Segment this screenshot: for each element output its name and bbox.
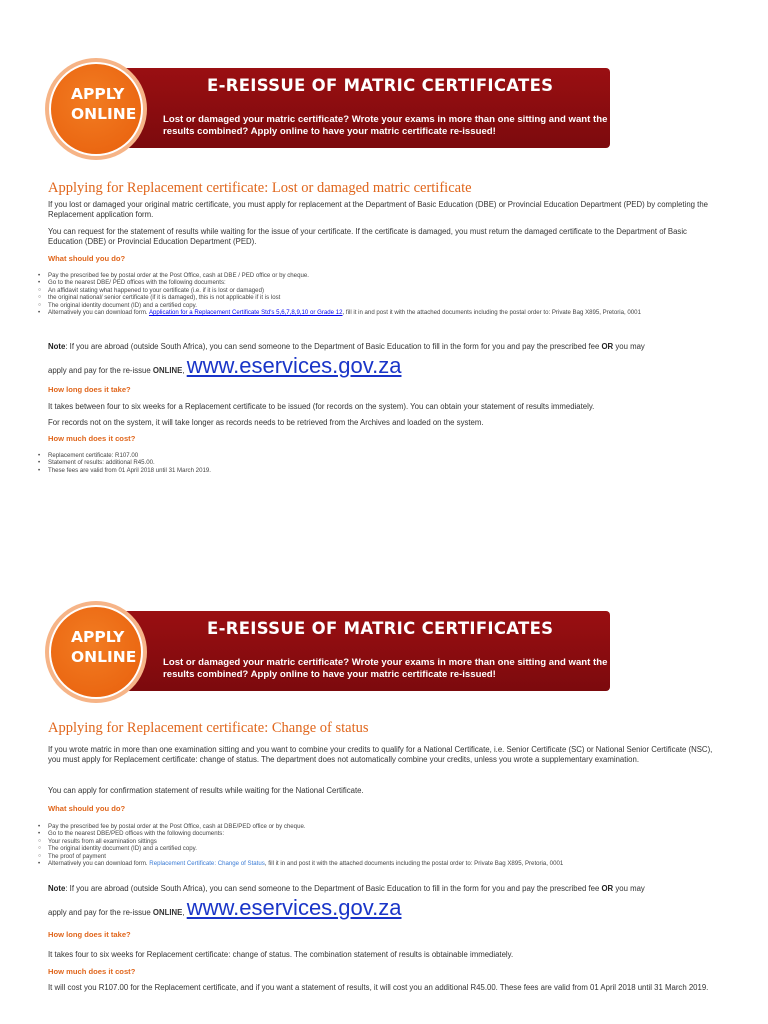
banner-title: E-REISSUE OF MATRIC CERTIFICATES: [207, 76, 554, 95]
note: [48, 884, 728, 894]
note: [48, 342, 728, 352]
cost-heading: How much does it cost?: [48, 434, 136, 443]
apply-text: APPLY: [71, 628, 125, 646]
apply-text: apply and pay for the re-issue: [48, 908, 151, 917]
paragraph: You can apply for confirmation statement of results while waiting for the National Certificate.: [48, 786, 364, 795]
eservices-link[interactable]: www.eservices.gov.za: [186, 895, 402, 920]
list-item: ○ Your results from all examination sittings: [38, 838, 728, 845]
paragraph: If you wrote matric in more than one examination sitting and you want to combine your credits to qualify for a National Certificate, i.e. Senior Certificate (SC) or National Senior Certificate (NSC), you must apply for Replacement certificate: change of status. The department does not automatically combine your credits, unless you wrote a supplementary examination.: [48, 745, 713, 764]
list-item: • Go to the nearest DBE/PED offices with the following documents:: [38, 830, 728, 837]
list-item: • Pay the prescribed fee by postal order at the Post Office, cash at DBE/PED office or by cheque.: [38, 823, 728, 830]
apply-line: apply and pay for the re-issue ONLINE, www.eservices.gov.za: [48, 895, 402, 920]
section-heading: Applying for Replacement certificate: Change of status: [48, 720, 369, 736]
what-heading: What should you do?: [48, 804, 126, 813]
list-item: • Statement of results: additional R45.00.: [38, 459, 728, 466]
list-item: • Pay the prescribed fee by postal order at the Post Office, cash at DBE / PED office or by cheque.: [38, 272, 728, 279]
list-item: ○ the original national/ senior certificate (if it is damaged), this is not applicable if it is lost: [38, 294, 728, 301]
online-text: ONLINE: [71, 105, 137, 123]
list-item: ○ An affidavit stating what happened to your certificate (i.e. if it is lost or damaged): [38, 287, 728, 294]
how-long-heading: How long does it take?: [48, 930, 131, 939]
list-item: ○ The original identity document (ID) and a certified copy.: [38, 302, 728, 309]
list-item: • These fees are valid from 01 April 2018 until 31 March 2019.: [38, 467, 728, 474]
download-prefix: Alternatively you can download form.: [48, 309, 148, 317]
note-label: Note: [48, 342, 66, 351]
section-heading: Applying for Replacement certificate: Lost or damaged matric certificate: [48, 180, 472, 196]
eservices-link[interactable]: www.eservices.gov.za: [186, 353, 402, 378]
note-tail: you may: [615, 884, 645, 893]
note-text: : If you are abroad (outside South Africa), you can send someone to the Department of Basic Education to fill in the form for you and pay the prescribed fee: [65, 884, 600, 893]
list-item: • Replacement certificate: R107.00: [38, 452, 728, 459]
note-label: Note: [48, 884, 66, 893]
online-text: ONLINE: [71, 648, 137, 666]
cost-heading: How much does it cost?: [48, 967, 136, 976]
paragraph: It takes four to six weeks for Replacement certificate: change of status. The combination statement of results is obtainable immediately.: [48, 950, 514, 959]
banner-subtitle: Lost or damaged your matric certificate? Wrote your exams in more than one sitting and want the results combined? Apply online to have your matric certificate re-issued!: [163, 657, 608, 680]
list-item: ○ The original identity document (ID) and a certified copy.: [38, 845, 728, 852]
apply-online-label: [71, 84, 136, 124]
paragraph: It will cost you R107.00 for the Replacement certificate, and if you want a statement of results, it will cost you an additional R45.00. These fees are valid from 01 April 2018 until 31 March 2019.: [48, 983, 709, 992]
how-long-heading: How long does it take?: [48, 385, 131, 394]
cost-list: [38, 452, 728, 474]
list-item: • Go to the nearest DBE/ PED offices with the following documents:: [38, 279, 728, 286]
list-item-download: [38, 309, 728, 316]
apply-circle: [49, 62, 143, 156]
paragraph: If you lost or damaged your original matric certificate, you must apply for replacement at the Department of Basic Education (DBE) or Provincial Education Department (PED) by completing the Replacement application form.: [48, 200, 709, 219]
list-item-download: [38, 860, 728, 867]
apply-online-banner[interactable]: [45, 611, 610, 691]
paragraph: It takes between four to six weeks for a Replacement certificate to be issued (for records on the system). You can obtain your statement of results immediately.: [48, 402, 595, 411]
steps-list: [38, 272, 728, 316]
apply-text: apply and pay for the re-issue: [48, 366, 151, 375]
note-or: OR: [601, 342, 614, 351]
note-or: OR: [601, 884, 614, 893]
apply-online-banner[interactable]: [45, 68, 610, 148]
list-item: ○ The proof of payment: [38, 853, 728, 860]
what-heading: What should you do?: [48, 254, 126, 263]
note-tail: you may: [615, 342, 645, 351]
note-text: : If you are abroad (outside South Africa), you can send someone to the Department of Basic Education to fill in the form for you and pay the prescribed fee: [65, 342, 600, 351]
download-prefix: Alternatively you can download form.: [48, 860, 148, 868]
apply-text: APPLY: [71, 85, 125, 103]
apply-line: apply and pay for the re-issue ONLINE, www.eservices.gov.za: [48, 353, 402, 378]
paragraph: You can request for the statement of results while waiting for the issue of your certificate. If the certificate is damaged, you must return the damaged certificate to the Department of Basic Education (DBE) or Provincial Education Department (PED).: [48, 227, 687, 246]
download-form-link[interactable]: Replacement Certificate: Change of Status: [149, 860, 265, 868]
download-suffix: , fill it in and post it with the attached documents including the postal order to: Private Bag X895, Pretoria, 0001: [264, 860, 564, 868]
banner-subtitle: Lost or damaged your matric certificate? Wrote your exams in more than one sitting and want the results combined? Apply online to have your matric certificate re-issued!: [163, 114, 608, 137]
download-form-link[interactable]: Application for a Replacement Certificate Std's 5,6,7,8,9,10 or Grade 12: [148, 309, 343, 317]
apply-online-label: [71, 627, 136, 667]
paragraph: For records not on the system, it will take longer as records needs to be retrieved from the Archives and loaded on the system.: [48, 418, 484, 427]
download-suffix: , fill it in and post it with the attached documents including the postal order to: Private Bag X895, Pretoria, 0001: [342, 309, 641, 317]
apply-online: ONLINE: [152, 366, 183, 375]
apply-circle: [49, 605, 143, 699]
steps-list: [38, 823, 728, 867]
banner-title: E-REISSUE OF MATRIC CERTIFICATES: [207, 619, 554, 638]
apply-online: ONLINE: [152, 908, 183, 917]
